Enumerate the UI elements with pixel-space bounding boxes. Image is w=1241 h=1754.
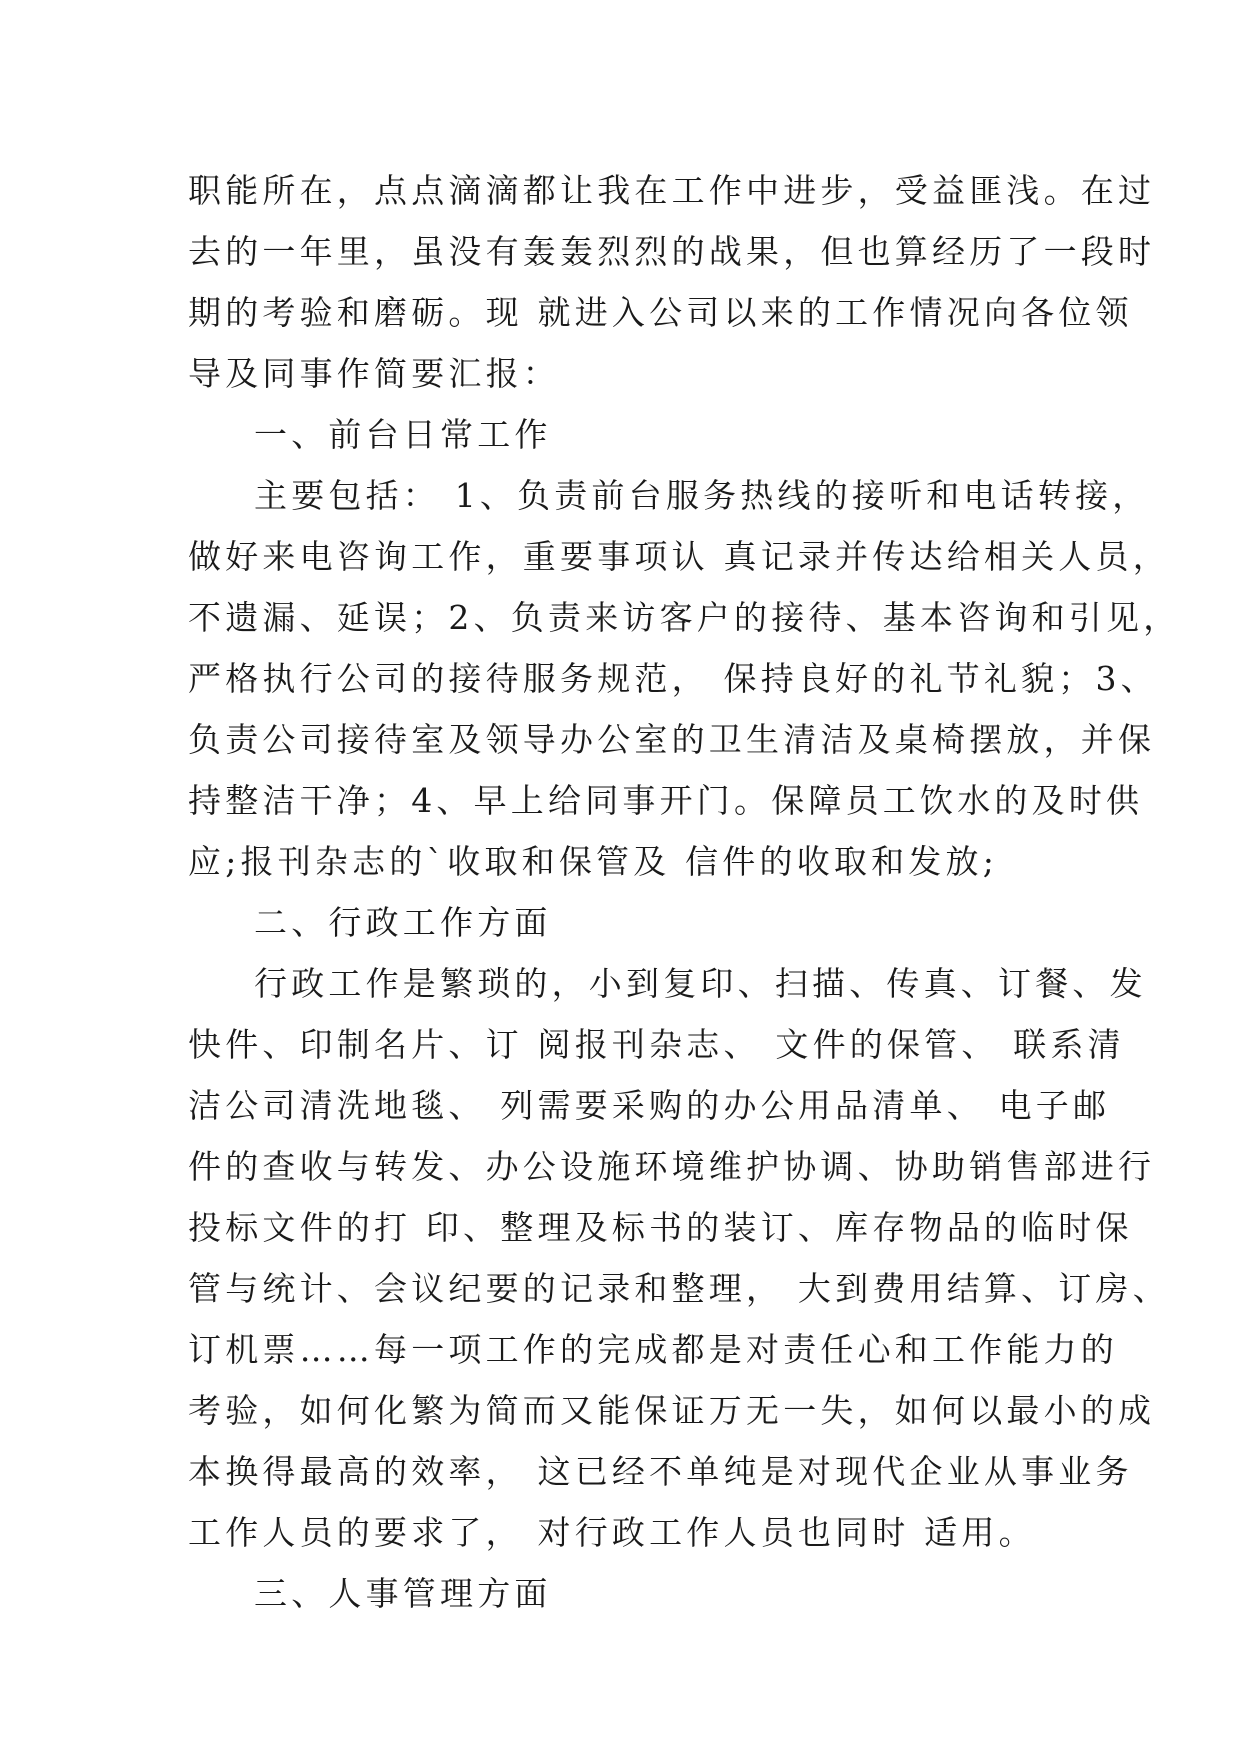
text-line: 主要包括： 1、负责前台服务热线的接听和电话转接， (254, 476, 1150, 515)
text-line: 导及同事作简要汇报： (188, 354, 560, 393)
text-line: 管与统计、会议纪要的记录和整理， 大到费用结算、订房、 (188, 1269, 1170, 1308)
paragraph-intro (188, 160, 1156, 404)
heading-line: 二、行政工作方面 (254, 903, 552, 942)
text-line: 期的考验和磨砺。现 就进入公司以来的工作情况向各位领 (188, 293, 1133, 332)
text-line: 本换得最高的效率， 这已经不单纯是对现代企业从事业务 (188, 1452, 1133, 1491)
text-line: 快件、印制名片、订 阅报刊杂志、 文件的保管、 联系清 (188, 1025, 1125, 1064)
text-line: 投标文件的打 印、整理及标书的装订、库存物品的临时保 (188, 1208, 1133, 1247)
text-line: 持整洁干净；4、早上给同事开门。保障员工饮水的及时供 (188, 781, 1144, 820)
section-heading-front-desk (188, 404, 1068, 465)
text-line: 洁公司清洗地毯、 列需要采购的办公用品清单、 电子邮 (188, 1086, 1111, 1125)
text-line: 订机票……每一项工作的完成都是对责任心和工作能力的 (188, 1330, 1118, 1369)
text-line: 职能所在，点点滴滴都让我在工作中进步，受益匪浅。在过 (188, 171, 1156, 210)
text-line: 严格执行公司的接待服务规范， 保持良好的礼节礼貌；3、 (188, 659, 1158, 698)
document-body (188, 160, 1181, 1624)
text-line: 应;报刊杂志的`收取和保管及 信件的收取和发放; (188, 842, 999, 881)
heading-line: 三、人事管理方面 (254, 1574, 552, 1613)
paragraph-administration (188, 953, 1170, 1563)
heading-line: 一、前台日常工作 (254, 415, 552, 454)
paragraph-front-desk (188, 465, 1181, 892)
text-line: 不遗漏、延误；2、负责来访客户的接待、基本咨询和引见， (188, 598, 1181, 637)
text-line: 行政工作是繁琐的，小到复印、扫描、传真、订餐、发 (254, 964, 1147, 1003)
text-line: 件的查收与转发、办公设施环境维护协调、协助销售部进行 (188, 1147, 1156, 1186)
text-line: 做好来电咨询工作，重要事项认 真记录并传达给相关人员， (188, 537, 1170, 576)
section-heading-personnel (188, 1563, 1068, 1624)
text-line: 去的一年里，虽没有轰轰烈烈的战果，但也算经历了一段时 (188, 232, 1156, 271)
text-line: 负责公司接待室及领导办公室的卫生清洁及桌椅摆放，并保 (188, 720, 1156, 759)
text-line: 考验，如何化繁为简而又能保证万无一失，如何以最小的成 (188, 1391, 1156, 1430)
section-heading-administration (188, 892, 1068, 953)
text-line: 工作人员的要求了， 对行政工作人员也同时 适用。 (188, 1513, 1036, 1552)
